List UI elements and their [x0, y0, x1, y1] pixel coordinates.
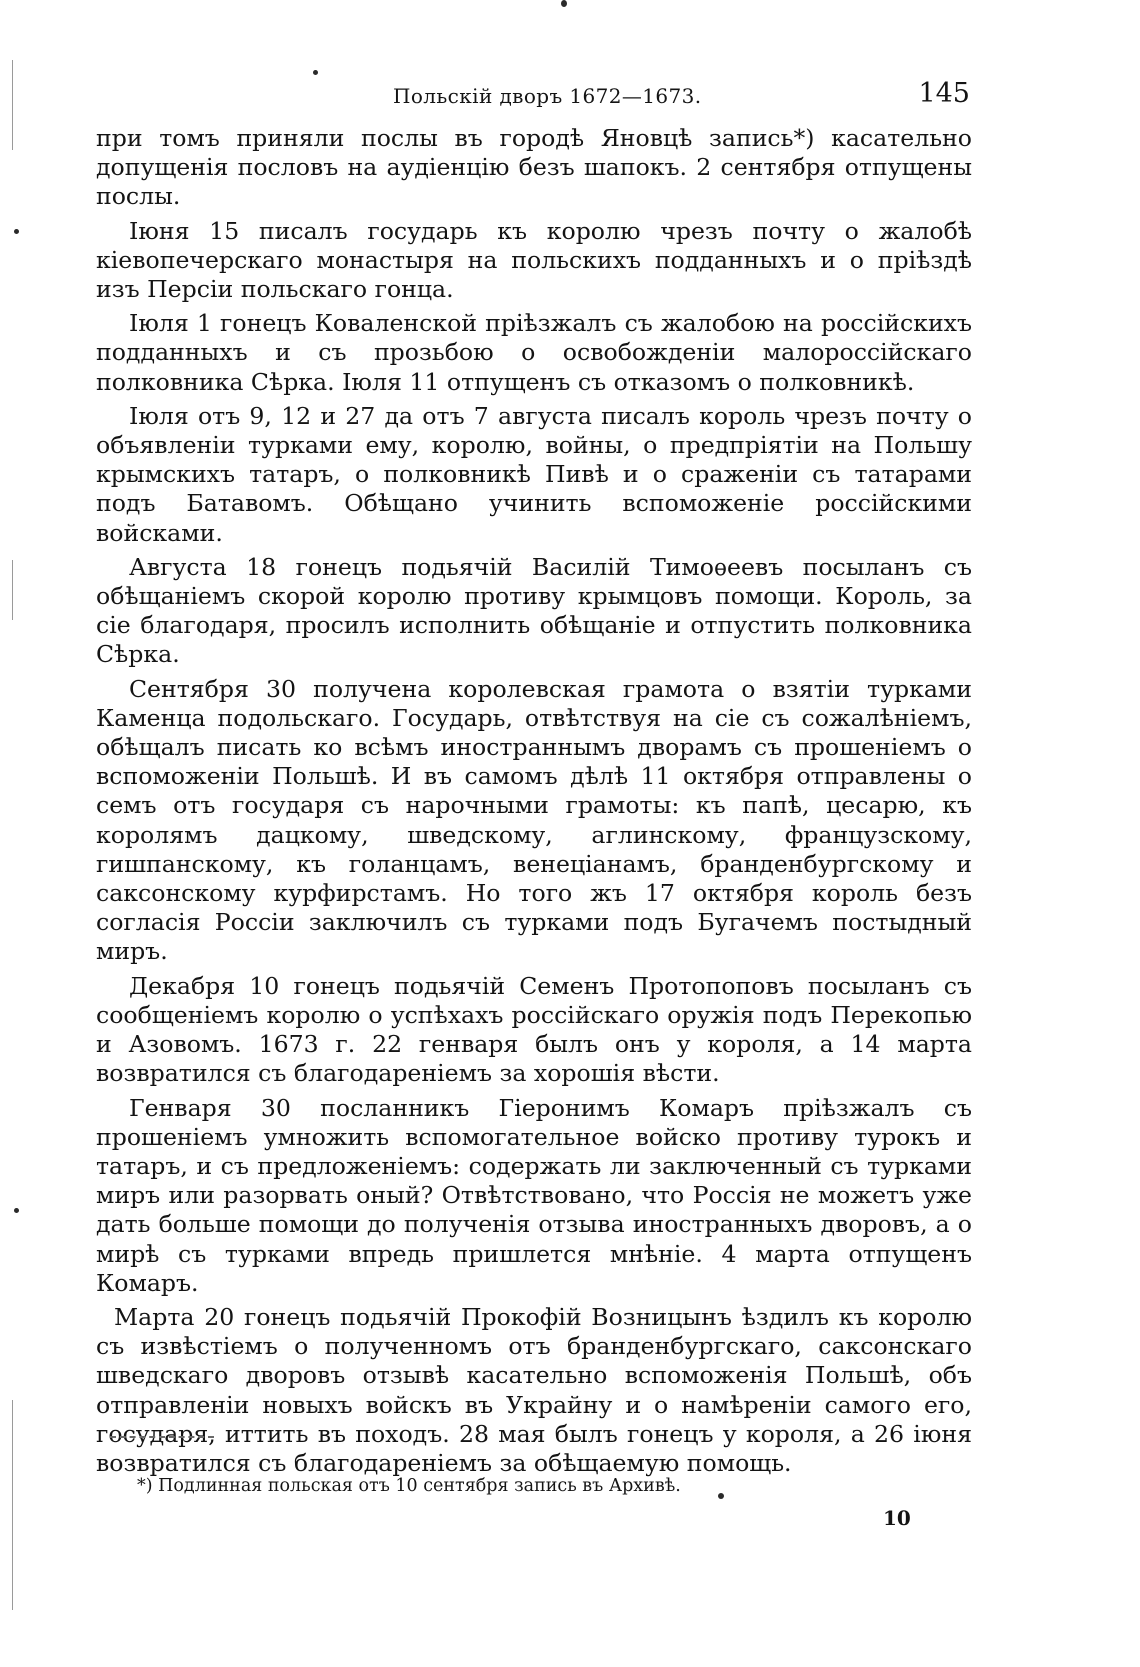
scan-edge-mark [12, 1400, 13, 1610]
scan-speck [14, 229, 19, 234]
running-title: Польскій дворъ 1672—1673. [393, 84, 702, 108]
scan-speck [313, 70, 318, 75]
paragraph: Декабря 10 гонецъ подьячій Семенъ Протопоповъ посыланъ съ сообщеніемъ королю о успѣхахъ россійскаго оружія подъ Перекопью и Азовомъ. 1673 г. 22 генваря былъ онъ у короля, а 14 марта возвратился съ благодареніемъ за хорошія вѣсти. [96, 971, 972, 1088]
paragraph: Іюля 1 гонецъ Коваленской пріѣзжалъ съ жалобою на россійскихъ подданныхъ и съ прозьбою о освобожденіи малороссійскаго полковника Сѣрка. Іюля 11 отпущенъ съ отказомъ о полковникѣ. [96, 309, 972, 396]
paragraph: Іюня 15 писалъ государь къ королю чрезъ почту о жалобѣ кіевопечерскаго монастыря на польскихъ подданныхъ и о пріѣздѣ изъ Персіи польскаго гонца. [96, 216, 972, 304]
paragraph: Іюля отъ 9, 12 и 27 да отъ 7 августа писалъ король чрезъ почту о объявленіи турками ему, королю, войны, о предпріятіи на Польшу крымскихъ татаръ, о полковникѣ Пивѣ и о сраженіи съ татарами подъ Батавомъ. Обѣщано учинить вспоможеніе россійскими войсками. [96, 401, 972, 547]
scan-speck [718, 1493, 724, 1499]
main-text [96, 124, 972, 1483]
scan-edge-mark [12, 560, 13, 620]
running-header [96, 78, 976, 118]
paragraph: Сентября 30 получена королевская грамота о взятіи турками Каменца подольскаго. Государь, отвѣтствуя на сіе съ сожалѣніемъ, обѣщалъ писать ко всѣмъ иностраннымъ дворамъ съ прошеніемъ о вспоможеніи Польшѣ. И въ самомъ дѣлѣ 11 октября отправлены о семъ отъ государя съ нарочными грамоты: къ папѣ, цесарю, къ королямъ дацкому, шведскому, аглинскому, французскому, гишпанскому, къ голанцамъ, венеціанамъ, бранденбургскому и саксонскому курфирстамъ. Но того жъ 17 октября король безъ согласія Россіи заключилъ съ турками подъ Бугачемъ постыдный миръ. [96, 674, 972, 966]
paragraph: Марта 20 гонецъ подьячій Прокофій Возницынъ ѣздилъ къ королю съ извѣстіемъ о полученномъ отъ бранденбургскаго, саксонскаго шведскаго дворовъ отзывѣ касательно вспоможенія Польшѣ, объ отправленіи новыхъ войскъ въ Украйну и о намѣреніи самого его, государя, иттить въ походъ. 28 мая былъ гонецъ у короля, а 26 іюня возвратился съ благодареніемъ за обѣщаемую помощь. [96, 1302, 972, 1477]
page-number: 145 [918, 78, 970, 109]
footnote: *) Подлинная польская отъ 10 сентября запись въ Архивѣ. [137, 1476, 681, 1496]
scan-speck [561, 0, 567, 7]
scan-edge-mark [12, 60, 13, 150]
paragraph-continuation: при томъ приняли послы въ городѣ Яновцѣ запись*) касательно допущенія пословъ на аудіенцію безъ шапокъ. 2 сентября отпущены послы. [96, 124, 972, 211]
paragraph: Генваря 30 посланникъ Гіеронимъ Комаръ пріѣзжалъ съ прошеніемъ умножить вспомогательное войско противу турокъ и татаръ, и съ предложеніемъ: содержать ли заключенный съ турками миръ или разорвать оный? Отвѣтствовано, что Россія не можетъ уже дать больше помощи до полученія отзыва иностранныхъ дворовъ, а о мирѣ съ турками впредь пришлется мнѣніе. 4 марта отпущенъ Комаръ. [96, 1093, 972, 1297]
scan-speck [14, 1208, 19, 1213]
paragraph: Августа 18 гонецъ подьячій Василій Тимоѳеевъ посыланъ съ обѣщаніемъ скорой королю противу крымцовъ помощи. Король, за сіе благодаря, просилъ исполнить обѣщаніе и отпустить полковника Сѣрка. [96, 552, 972, 669]
footnote-rule [110, 1436, 214, 1438]
signature-mark: 10 [883, 1506, 911, 1530]
